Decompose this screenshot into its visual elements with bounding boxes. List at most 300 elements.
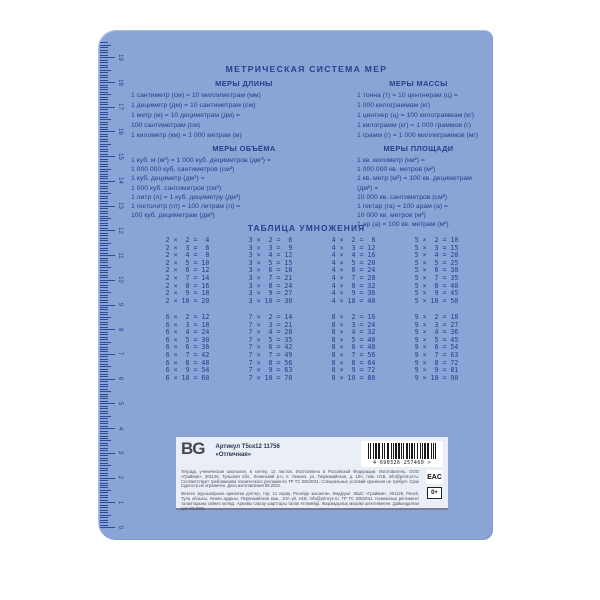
ruler-tick — [100, 450, 108, 451]
multiplication-column — [249, 237, 293, 305]
multiplication-fact: 5 × 2 = 10 — [414, 236, 459, 244]
multiplication-fact: 5 × 5 = 25 — [414, 258, 459, 267]
multiplication-fact: 3 × 7 = 21 — [248, 273, 293, 282]
ruler-tick — [100, 72, 108, 73]
measure-line: 1 гектар (га) = 100 арам (а) = — [357, 203, 448, 211]
multiplication-fact: 8 × 6 = 48 — [331, 343, 376, 352]
multiplication-fact: 6 × 2 = 12 — [165, 313, 210, 321]
ruler-tick — [100, 406, 108, 407]
ruler-tick — [100, 107, 115, 108]
multiplication-fact: 6 × 10 = 60 — [165, 373, 210, 382]
multiplication-fact: 6 × 3 = 18 — [165, 320, 210, 329]
ruler-tick — [100, 440, 111, 441]
measure-line: 100 сантиметрам (см) — [131, 122, 201, 129]
ruler-tick — [100, 75, 108, 76]
ruler-tick — [100, 65, 108, 66]
ruler-tick — [100, 525, 108, 526]
multiplication-fact: 5 × 4 = 20 — [414, 251, 459, 260]
ruler-tick — [100, 520, 108, 521]
ruler-tick — [100, 267, 111, 268]
ruler-tick — [100, 527, 115, 528]
multiplication-fact: 4 × 3 = 12 — [331, 243, 376, 252]
multiplication-fact: 3 × 3 = 9 — [248, 243, 293, 252]
ruler-tick — [100, 171, 108, 172]
ruler-tick — [100, 124, 108, 125]
multiplication-fact: 4 × 6 = 24 — [331, 266, 376, 275]
measure-line: 1 000 000 куб. сантиметров (см³) — [131, 166, 235, 174]
ruler-number: 19 — [117, 53, 123, 61]
multiplication-fact: 6 × 7 = 42 — [165, 350, 210, 359]
ruler-tick — [100, 265, 108, 266]
ruler-tick — [100, 314, 108, 315]
measure-line: 1 тонна (т) = 10 центнерам (ц) = — [357, 92, 458, 99]
ruler-number: 12 — [117, 227, 123, 234]
notebook-cover — [98, 30, 493, 540]
ruler-tick — [100, 183, 108, 184]
ruler-tick — [100, 85, 108, 86]
ruler-tick — [100, 245, 108, 246]
ruler-tick — [100, 448, 108, 449]
measure-line: 1 кв. метр (м²) = 100 кв. дециметрам (дм²) = — [357, 175, 472, 192]
multiplication-fact: 2 × 9 = 18 — [165, 289, 210, 298]
ruler-tick — [100, 52, 108, 53]
section-mass-heading: МЕРЫ МАССЫ — [389, 79, 448, 88]
ruler-tick — [100, 510, 108, 511]
ruler-tick — [100, 99, 108, 100]
ruler-tick — [100, 159, 108, 160]
ruler-tick — [100, 475, 108, 476]
ruler-tick — [100, 55, 108, 56]
ruler-tick — [100, 248, 108, 249]
ruler-tick — [100, 443, 108, 444]
multiplication-fact: 7 × 8 = 56 — [248, 358, 293, 367]
ruler-tick — [100, 483, 108, 484]
ruler-tick — [100, 361, 108, 362]
measure-line: 1 гектолитр (гл) = 100 литрам (л) = — [131, 203, 241, 211]
ruler-tick — [100, 401, 108, 402]
multiplication-fact: 4 × 10 = 40 — [331, 296, 376, 305]
ruler-tick — [100, 297, 108, 298]
ruler-tick — [100, 57, 115, 58]
ruler-tick — [100, 300, 108, 301]
ruler-tick — [100, 381, 108, 382]
ruler-tick — [100, 500, 108, 501]
multiplication-fact: 3 × 4 = 12 — [248, 251, 293, 260]
multiplication-table-title: ТАБЛИЦА УМНОЖЕНИЯ — [247, 223, 366, 233]
ruler-tick — [100, 309, 108, 310]
ruler-tick — [100, 492, 108, 493]
multiplication-fact: 6 × 6 = 36 — [165, 343, 210, 352]
ruler-tick — [100, 60, 108, 61]
ruler-tick — [100, 230, 115, 231]
ruler-tick — [100, 136, 108, 137]
multiplication-fact: 9 × 5 = 45 — [414, 335, 459, 344]
ruler-tick — [100, 490, 111, 491]
multiplication-fact: 8 × 5 = 40 — [331, 335, 376, 344]
ruler-tick — [100, 295, 108, 296]
ruler-tick — [100, 403, 115, 404]
ruler-number: 17 — [117, 103, 123, 111]
ruler-tick — [100, 149, 108, 150]
ruler-tick — [100, 238, 108, 239]
ruler-number: 10 — [117, 276, 123, 284]
multiplication-fact: 3 × 2 = 6 — [248, 236, 293, 244]
ruler-tick — [100, 302, 108, 303]
ruler-tick — [100, 455, 108, 456]
ruler-tick — [100, 97, 108, 98]
multiplication-fact: 5 × 7 = 35 — [414, 273, 459, 282]
ruler-tick — [100, 176, 108, 177]
ruler-tick — [100, 324, 108, 325]
multiplication-fact: 7 × 7 = 49 — [248, 350, 293, 359]
ruler-tick — [100, 258, 108, 259]
ruler-tick — [100, 166, 108, 167]
ruler-tick — [100, 485, 108, 486]
ruler-tick — [100, 515, 111, 516]
ruler-tick — [100, 495, 108, 496]
multiplication-fact: 2 × 8 = 16 — [165, 281, 210, 290]
ruler-tick — [100, 371, 108, 372]
ruler-tick — [100, 354, 115, 355]
ruler-tick — [100, 413, 108, 414]
ruler-tick — [100, 356, 108, 357]
ruler-tick — [100, 522, 108, 523]
ruler-tick — [100, 206, 115, 207]
ruler-tick — [100, 233, 108, 234]
ruler-tick — [100, 225, 108, 226]
ruler-tick — [100, 127, 108, 128]
ruler-tick — [100, 92, 108, 93]
ruler-tick — [100, 339, 108, 340]
multiplication-fact: 4 × 4 = 16 — [331, 251, 376, 260]
ruler-tick — [100, 416, 111, 417]
measure-line: 1 ар (а) = 100 кв. метрам (м²) — [357, 221, 449, 229]
ruler-tick — [100, 327, 108, 328]
ruler-tick — [100, 349, 108, 350]
barcode — [361, 441, 443, 467]
ruler-tick — [100, 364, 108, 365]
ruler-tick — [100, 262, 108, 263]
ruler-tick — [100, 431, 108, 432]
ruler-tick — [100, 253, 108, 254]
ruler-tick — [100, 465, 111, 466]
ruler-tick — [100, 62, 108, 63]
ruler-tick — [100, 423, 108, 424]
multiplication-column — [415, 314, 459, 382]
measure-line: 1 литр (л) = 1 куб. дециметру (дм³) — [131, 193, 241, 201]
age-rating-badge: 0+ — [427, 487, 442, 499]
ruler-tick — [100, 391, 111, 392]
multiplication-column — [166, 237, 210, 305]
ruler-tick — [100, 77, 108, 78]
ruler-tick — [100, 193, 111, 194]
ruler-tick — [100, 228, 108, 229]
ruler-tick — [100, 478, 115, 479]
ruler-tick — [100, 337, 108, 338]
ruler-tick — [100, 144, 111, 145]
ruler-tick — [100, 104, 108, 105]
multiplication-column — [166, 314, 210, 382]
barcode-digits: 4 690326 257460 > — [373, 460, 431, 466]
ruler-tick — [100, 463, 108, 464]
ruler-tick — [100, 396, 108, 397]
multiplication-fact: 7 × 10 = 70 — [248, 373, 293, 382]
ruler-tick — [100, 220, 108, 221]
ruler-tick — [100, 255, 115, 256]
multiplication-column — [249, 314, 293, 382]
multiplication-fact: 7 × 3 = 21 — [248, 320, 293, 329]
measure-line: 1 километр (км) = 1 000 метрам (м) — [131, 132, 242, 139]
multiplication-fact: 2 × 4 = 8 — [165, 251, 210, 260]
multiplication-fact: 9 × 4 = 36 — [414, 328, 459, 337]
ruler-number: 0 — [117, 525, 123, 529]
multiplication-fact: 6 × 4 = 24 — [165, 328, 210, 337]
ruler-tick — [100, 307, 108, 308]
multiplication-fact: 2 × 2 = 4 — [165, 236, 210, 244]
multiplication-fact: 2 × 5 = 10 — [165, 258, 210, 267]
ruler-tick — [100, 181, 115, 182]
ruler-tick — [100, 80, 108, 81]
ruler-tick — [100, 211, 108, 212]
metric-system-title: МЕТРИЧЕСКАЯ СИСТЕМА МЕР — [225, 64, 388, 74]
ruler-number: 15 — [117, 152, 123, 160]
ruler-tick — [100, 178, 108, 179]
ruler-tick — [100, 129, 108, 130]
bg-logo: BG — [181, 439, 205, 458]
multiplication-fact: 4 × 2 = 8 — [331, 236, 376, 244]
ruler-tick — [100, 374, 108, 375]
multiplication-column — [332, 237, 376, 305]
ruler-number: 3 — [117, 451, 123, 455]
ruler-tick — [100, 109, 108, 110]
multiplication-fact: 5 × 10 = 50 — [414, 296, 459, 305]
ruler-tick — [100, 285, 108, 286]
ruler-tick — [100, 344, 108, 345]
ruler-tick — [100, 418, 108, 419]
ruler-tick — [100, 369, 108, 370]
ruler-tick — [100, 146, 108, 147]
ruler-tick — [100, 445, 108, 446]
measure-line: 100 куб. дециметрам (дм³) — [131, 212, 215, 220]
fine-print-kz: Мектеп оқушыларына арналған дәптер, тор, 12 парақ. Ресейде жасалған. Өндіруші: ЖШС «Грайвия», 301126, Ресей, Тула облысы, Ленин ауданы, Первомайская көш., 10А үй, Н1В. info@print-pr.ru. ТР ТС 005/2011 техникалық регламент талаптарына сәйкес келеді. Арнайы сақтау шарттары талап етілмейді. Жарамдылық мерзімі шектелмеген. Дайындалған күні 08.2022. — [181, 491, 419, 511]
multiplication-fact: 9 × 3 = 27 — [414, 320, 459, 329]
ruler-tick — [100, 102, 108, 103]
ruler-tick — [100, 421, 108, 422]
multiplication-fact: 3 × 10 = 30 — [248, 296, 293, 305]
ruler-number: 8 — [117, 327, 123, 331]
ruler-tick — [100, 134, 108, 135]
ruler-tick — [100, 250, 108, 251]
multiplication-fact: 4 × 8 = 32 — [331, 281, 376, 290]
ruler-tick — [100, 428, 115, 429]
measure-line: 1 000 килограммам (кг) — [357, 102, 431, 109]
ruler-tick — [100, 82, 115, 83]
multiplication-fact: 8 × 3 = 24 — [331, 320, 376, 329]
ruler-tick — [100, 359, 108, 360]
multiplication-fact: 2 × 10 = 20 — [165, 296, 210, 305]
section-length — [131, 79, 357, 141]
ruler-tick — [100, 379, 115, 380]
ruler-tick — [100, 47, 108, 48]
multiplication-fact: 8 × 2 = 16 — [331, 313, 376, 321]
ruler-tick — [100, 50, 108, 51]
ruler-tick — [100, 198, 108, 199]
ruler-tick — [100, 347, 108, 348]
article-info — [216, 441, 362, 459]
measure-line: 10 000 кв. сантиметров (см²) — [357, 193, 448, 201]
ruler-tick — [100, 342, 111, 343]
ruler-tick — [100, 389, 108, 390]
measure-line: 1 килограмм (кг) = 1 000 граммов (г) — [357, 122, 471, 129]
ruler-tick — [100, 384, 108, 385]
fine-print-texts — [181, 470, 419, 514]
multiplication-fact: 5 × 3 = 15 — [414, 243, 459, 252]
section-area — [357, 144, 480, 230]
ruler-tick — [100, 218, 111, 219]
measure-line: 1 сантиметр (см) = 10 миллиметрам (мм) — [131, 92, 261, 99]
ruler-number: 6 — [117, 377, 123, 381]
ruler-tick — [100, 201, 108, 202]
multiplication-fact: 8 × 8 = 64 — [331, 358, 376, 367]
ruler-tick — [100, 317, 111, 318]
ruler-tick — [100, 426, 108, 427]
ruler-tick — [100, 322, 108, 323]
section-volume-heading: МЕРЫ ОБЪЁМА — [212, 144, 276, 153]
measure-line: 1 дециметр (дм) = 10 сантиметрам (см) — [131, 102, 256, 109]
ruler-tick — [100, 188, 108, 189]
ruler-number: 11 — [117, 251, 123, 259]
section-length-heading: МЕРЫ ДЛИНЫ — [215, 79, 273, 88]
ruler-number: 1 — [117, 500, 123, 504]
multiplication-fact: 8 × 9 = 72 — [331, 366, 376, 375]
multiplication-fact: 8 × 7 = 56 — [331, 350, 376, 359]
multiplication-fact: 7 × 2 = 14 — [248, 313, 293, 321]
multiplication-column — [415, 237, 459, 305]
measure-line: 1 метр (м) = 10 дециметрам (дм) = — [131, 112, 240, 119]
article-number: Артикул Т5ск12 11756 — [215, 444, 280, 450]
multiplication-fact: 6 × 8 = 48 — [165, 358, 210, 367]
ruler-tick — [100, 394, 108, 395]
ruler-tick — [100, 70, 111, 71]
ruler-number: 2 — [117, 475, 123, 480]
multiplication-block-2 — [146, 314, 478, 382]
ruler-tick — [100, 329, 115, 330]
ruler-tick — [100, 275, 108, 276]
ruler-tick — [100, 112, 108, 113]
ruler-tick — [100, 131, 115, 132]
ruler-tick — [100, 292, 111, 293]
multiplication-fact: 4 × 7 = 28 — [331, 273, 376, 282]
multiplication-fact: 7 × 6 = 42 — [248, 343, 293, 352]
ruler-tick — [100, 470, 108, 471]
multiplication-fact: 3 × 5 = 15 — [248, 258, 293, 267]
ruler-tick — [100, 213, 108, 214]
ruler-tick — [100, 433, 108, 434]
measure-line: 1 000 000 кв. метров (м²) — [357, 166, 436, 174]
ruler-tick — [100, 460, 108, 461]
ruler-tick — [100, 287, 108, 288]
multiplication-fact: 3 × 6 = 18 — [248, 266, 293, 275]
ruler-tick — [100, 411, 108, 412]
ruler-tick — [100, 235, 108, 236]
measure-line: 1 куб. дециметр (дм³) = — [131, 175, 205, 183]
multiplication-fact: 7 × 9 = 63 — [248, 366, 293, 375]
ruler-tick — [100, 408, 108, 409]
ruler-tick — [100, 186, 108, 187]
ruler-tick — [100, 164, 108, 165]
section-volume-lines — [131, 156, 357, 220]
ruler-number: 7 — [117, 352, 123, 356]
multiplication-fact: 8 × 10 = 80 — [331, 373, 376, 382]
ruler-tick — [100, 468, 108, 469]
multiplication-fact: 5 × 6 = 30 — [414, 266, 459, 275]
measure-line: 1 куб. м (м³) = 1 000 куб. дециметров (дм³) = — [131, 157, 271, 164]
ruler-tick — [100, 114, 108, 115]
ruler-tick — [100, 169, 111, 170]
ruler-tick — [100, 497, 108, 498]
multiplication-fact: 9 × 7 = 63 — [414, 350, 459, 359]
ruler-number: 18 — [117, 78, 123, 86]
ruler-tick — [100, 351, 108, 352]
ruler-tick — [100, 42, 108, 43]
fine-print-ru: Тетрадь ученическая школьная, в клетку, 12 листов. Изготовлено в Российской Федерации. Изготовитель: ООО «Грайвия», 301126, Тульская обл., Ленинский р-н, п. Ленино, ул. Первомайская, д. 10А, пом. Н1В, info@print-pr.ru. Соответствует требованиям технического регламента ТР ТС 005/2011. Специальных условий хранения не требует. Срок годности не ограничен. Дата изготовления 08.2022. — [181, 469, 419, 489]
ruler-tick — [100, 216, 108, 217]
ruler-tick — [100, 191, 108, 192]
ruler-tick — [100, 502, 115, 503]
eac-mark-icon: EAC — [426, 470, 443, 484]
measures-row-2 — [131, 144, 480, 230]
ruler-tick — [100, 139, 108, 140]
multiplication-fact: 3 × 8 = 24 — [248, 281, 293, 290]
ruler-tick — [100, 196, 108, 197]
section-length-lines — [131, 91, 357, 141]
ruler-number: 16 — [117, 128, 123, 135]
multiplication-block-1 — [146, 237, 478, 305]
measure-line: 1 грамм (г) = 1 000 миллиграммов (мг) — [357, 132, 479, 139]
multiplication-fact: 9 × 9 = 81 — [414, 366, 459, 375]
ruler-tick — [100, 376, 108, 377]
multiplication-fact: 4 × 9 = 36 — [331, 289, 376, 298]
ruler-tick — [100, 480, 108, 481]
product-label — [176, 437, 448, 510]
ruler-tick — [100, 119, 111, 120]
ruler-tick — [100, 243, 111, 244]
section-area-lines — [357, 156, 480, 230]
multiplication-fact: 2 × 7 = 14 — [165, 273, 210, 282]
ruler-number: 14 — [117, 177, 123, 185]
ruler-tick — [100, 312, 108, 313]
ruler — [98, 30, 128, 540]
measure-line: 1 центнер (ц) = 100 килограммам (кг) — [357, 112, 475, 119]
ruler-tick — [100, 334, 108, 335]
ruler-tick — [100, 89, 108, 90]
fine-print-area — [181, 470, 443, 514]
multiplication-fact: 2 × 6 = 12 — [165, 266, 210, 275]
ruler-tick — [100, 453, 115, 454]
ruler-tick — [100, 512, 108, 513]
ruler-tick — [100, 277, 108, 278]
multiplication-column — [332, 314, 376, 382]
ruler-tick — [100, 117, 108, 118]
ruler-tick — [100, 94, 111, 95]
ruler-tick — [100, 436, 108, 437]
ruler-number: 9 — [117, 302, 123, 307]
certification-marks — [426, 470, 443, 514]
ruler-tick — [100, 290, 108, 291]
ruler-tick — [100, 272, 108, 273]
ruler-tick — [100, 240, 108, 241]
label-top-row — [181, 441, 443, 467]
